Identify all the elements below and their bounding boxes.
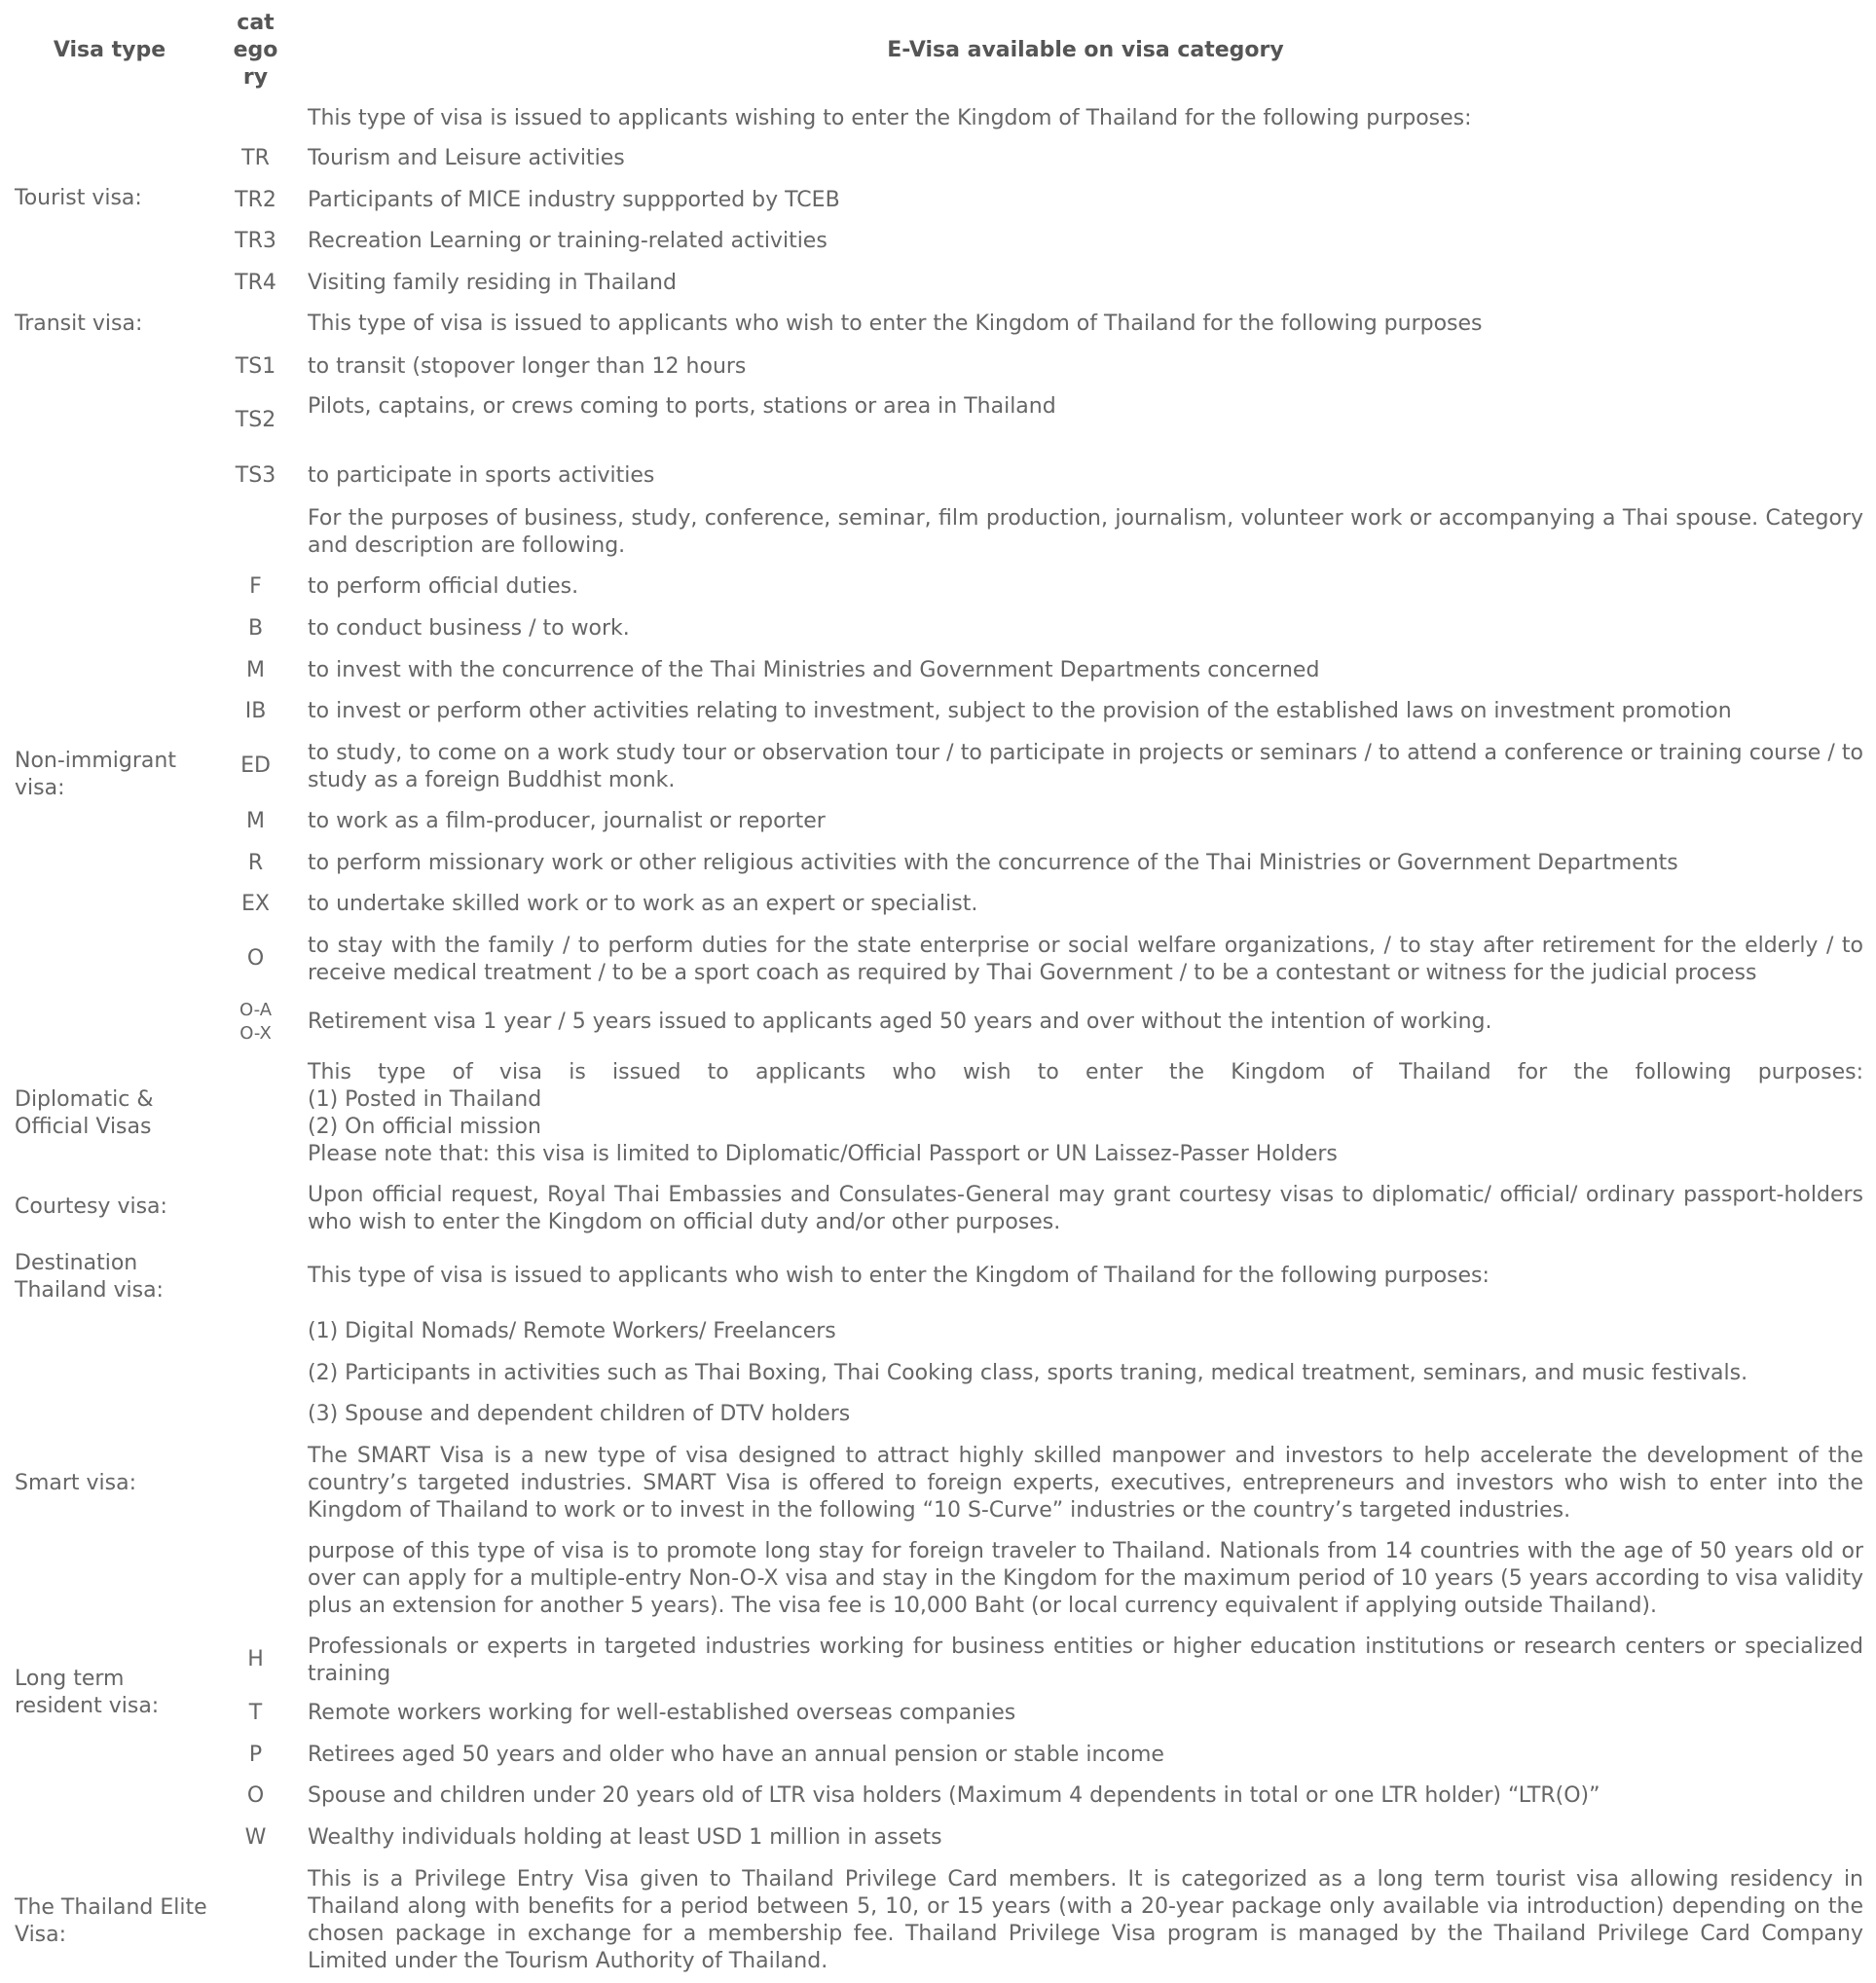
description-text: to perform official duties. [308,574,579,599]
visa-type-non-immigrant [15,748,219,802]
category-code: T [248,1701,263,1725]
header-description: E-Visa available on visa category [887,38,1284,62]
category-code: R [247,851,264,875]
description-text: Participants of MICE industry suppported by TCEB [308,188,840,212]
header-category [219,10,292,92]
category-code: TR3 [235,229,276,253]
description-text: For the purposes of business, study, conference, seminar, film production, journalism, volunteer work or accompanying a Thai spouse. Category and description are following. [308,506,1863,558]
description-text: Tourism and Leisure activities [308,146,625,170]
category-code: M [246,658,265,682]
description-text: Retirees aged 50 years and older who have an annual pension or stable income [308,1743,1164,1767]
description-text: (1) Digital Nomads/ Remote Workers/ Freelancers [308,1319,836,1343]
description-text: Recreation Learning or training-related activities [308,229,828,253]
category-code-line: O-A [239,1000,273,1020]
description-text: (1) Posted in Thailand [308,1087,542,1112]
visa-type-line: Thailand visa: [15,1278,164,1303]
category-code: TS1 [235,354,276,379]
description-text: Pilots, captains, or crews coming to ports, stations or area in Thailand [308,394,1056,419]
category-code: W [244,1825,267,1850]
description-text: This type of visa is issued to applicants who wish to enter the Kingdom of Thailand for the following purposes: [308,1060,1863,1084]
description-text: This is a Privilege Entry Visa given to Thailand Privilege Card members. It is categorized as a long term tourist visa allowing residency in Thailand along with benefits for a period between 5, 10, or 15 years (with a 20-year package only available via introduction) depending on the chosen package in exchange for a membership fee. Thailand Privilege Visa program is managed by the Thailand Privilege Card Company Limited under the Tourism Authority of Thailand. [308,1867,1863,1973]
header-visa-type: Visa type [53,38,166,62]
description-text: to invest with the concurrence of the Thai Ministries and Government Departments concerned [308,658,1320,682]
category-code: P [248,1743,263,1767]
description-text: (3) Spouse and dependent children of DTV holders [308,1402,851,1426]
description-text: The SMART Visa is a new type of visa designed to attract highly skilled manpower and investors to help accelerate the development of the country’s targeted industries. SMART Visa is offered to foreign experts, executives, entrepreneurs and investors who wish to enter into the Kingdom of Thailand to work or to invest in the following “10 S-Curve” industries or the country’s targeted industries. [308,1444,1863,1523]
category-code [219,999,292,1046]
description-text: purpose of this type of visa is to promote long stay for foreign traveler to Thailand. Nationals from 14 countries with the age of 50 years old or over can apply for a multiple-entry Non-O-X visa and stay in the Kingdom for the maximum period of 10 years (5 years according to visa validity plus an extension for another 5 years). The visa fee is 10,000 Baht (or local currency equivalent if applying outside Thailand). [308,1539,1863,1618]
visa-type-smart: Smart visa: [15,1471,137,1495]
category-code: O [246,1783,265,1808]
description-text: Upon official request, Royal Thai Embassies and Consulates-General may grant courtesy visas to diplomatic/ official/ ordinary passport-holders who wish to enter the Kingdom on official duty and/or other purposes. [308,1183,1863,1234]
header-category-line: ego [233,38,278,62]
description-text: Wealthy individuals holding at least USD 1 million in assets [308,1825,942,1850]
category-code-line: O-X [239,1023,272,1044]
visa-type-elite [15,1894,219,1949]
description-text: to invest or perform other activities relating to investment, subject to the provision of the established laws on investment promotion [308,699,1732,723]
description-text: to transit (stopover longer than 12 hours [308,354,747,379]
visa-type-long-term [15,1666,219,1720]
description-block [308,1059,1863,1168]
category-code: B [247,616,264,641]
category-code: TR2 [235,188,276,212]
visa-type-destination [15,1250,219,1304]
header-category-line: ry [242,65,269,90]
description-text: Please note that: this visa is limited to Diplomatic/Official Passport or UN Laissez-Passer Holders [308,1142,1338,1166]
header-category-line: cat [237,11,275,35]
description-text: Retirement visa 1 year / 5 years issued to applicants aged 50 years and over without the intention of working. [308,1010,1492,1034]
visa-type-line: resident visa: [15,1694,160,1718]
description-text: to participate in sports activities [308,463,655,488]
visa-type-courtesy: Courtesy visa: [15,1194,167,1219]
visa-type-transit: Transit visa: [15,312,143,336]
description-text: Professionals or experts in targeted industries working for business entities or higher education institutions or research centers or specialized training [308,1634,1863,1686]
description-text: to conduct business / to work. [308,616,630,641]
visa-type-line: Diplomatic & [15,1087,154,1112]
description-text: This type of visa is issued to applicants who wish to enter the Kingdom of Thailand for the following purposes [308,312,1483,336]
visa-type-line: Visa: [15,1923,67,1947]
category-code: H [247,1647,264,1671]
category-code: O [246,946,265,971]
description-text: (2) Participants in activities such as Thai Boxing, Thai Cooking class, sports traning, medical treatment, seminars, and music festivals. [308,1361,1748,1385]
visa-type-line: Non-immigrant [15,749,176,773]
description-text: (2) On official mission [308,1115,541,1139]
description-text: This type of visa is issued to applicants wishing to enter the Kingdom of Thailand for the following purposes: [308,106,1472,130]
category-code: TS3 [235,463,276,488]
visa-type-line: The Thailand Elite [15,1895,207,1920]
visa-type-line: Destination [15,1251,138,1275]
category-code: M [246,809,265,833]
visa-type-line: Long term [15,1667,125,1691]
description-text: Spouse and children under 20 years old of LTR visa holders (Maximum 4 dependents in total or one LTR holder) “LTR(O)” [308,1783,1600,1808]
category-code: EX [241,892,270,916]
visa-type-diplomatic [15,1086,219,1141]
visa-type-line: visa: [15,776,65,800]
category-code: TS2 [235,408,276,432]
category-code: TR4 [235,271,276,295]
description-text: to stay with the family / to perform duties for the state enterprise or social welfare organizations, / to stay after retirement for the elderly / to receive medical treatment / to be a sport coach as required by Thai Government / to be a contestant or witness for the judicial process [308,934,1863,985]
description-text: to study, to come on a work study tour or observation tour / to participate in projects or seminars / to attend a conference or training course / to study as a foreign Buddhist monk. [308,741,1863,792]
visa-type-line: Official Visas [15,1115,152,1139]
description-text: Remote workers working for well-established overseas companies [308,1701,1016,1725]
category-code: TR [241,146,270,170]
description-text: to perform missionary work or other religious activities with the concurrence of the Thai Ministries or Government Departments [308,851,1678,875]
category-code: IB [244,699,267,723]
visa-type-tourist: Tourist visa: [15,186,142,210]
category-code: ED [240,753,271,778]
description-text: This type of visa is issued to applicants who wish to enter the Kingdom of Thailand for the following purposes: [308,1264,1490,1288]
description-text: Visiting family residing in Thailand [308,271,677,295]
description-text: to undertake skilled work or to work as an expert or specialist. [308,892,978,916]
description-text: to work as a film-producer, journalist or reporter [308,809,826,833]
category-code: F [249,574,262,599]
